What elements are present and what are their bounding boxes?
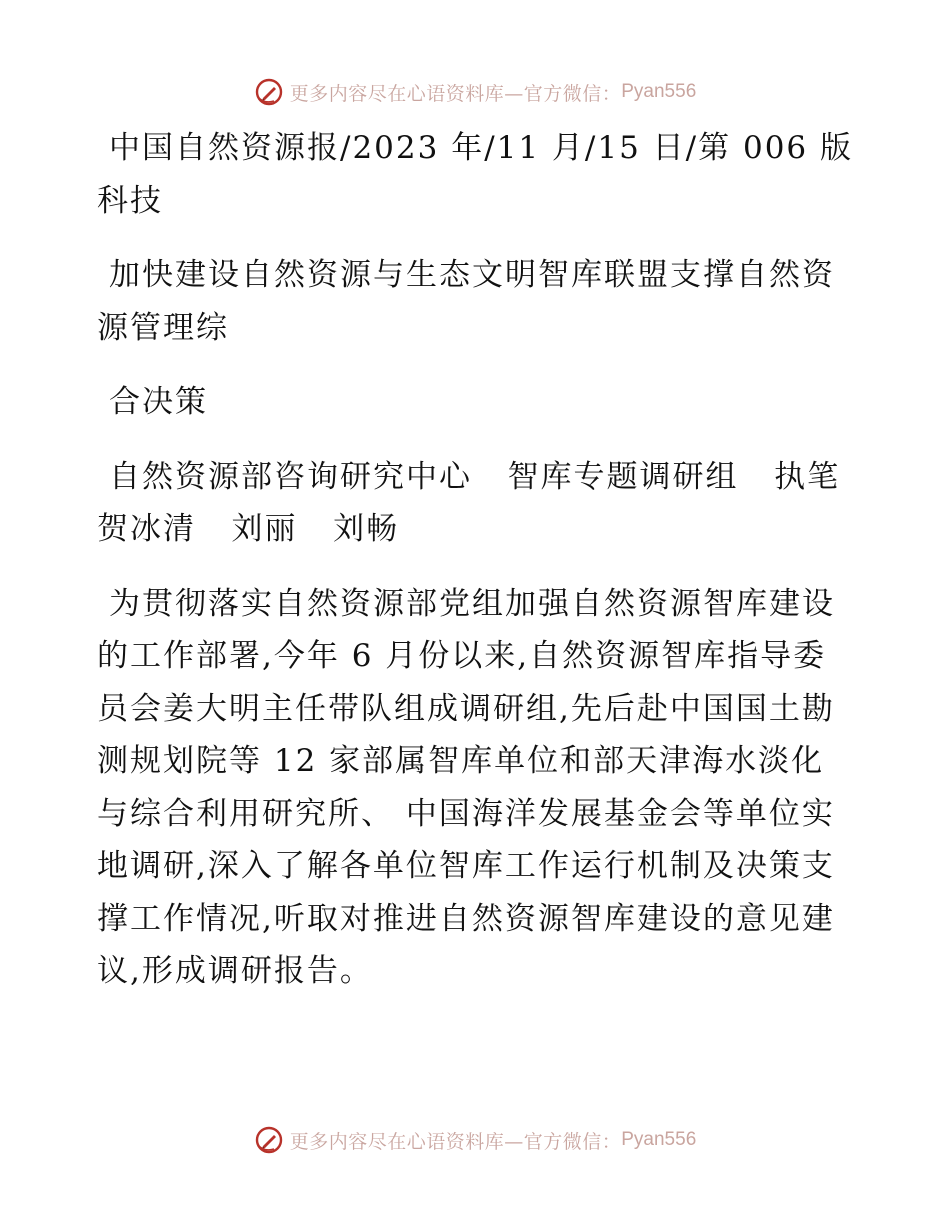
banner-text: 更多内容尽在心语资料库—官方微信：	[289, 82, 622, 105]
footer-watermark-banner	[0, 1120, 950, 1160]
source-line: 中国自然资源报/2023 年/11 月/15 日/第 006 版科技	[97, 130, 854, 219]
banner-text: 更多内容尽在心语资料库—官方微信：	[289, 1130, 622, 1153]
header-watermark-banner	[0, 72, 950, 112]
article-title-line-1: 加快建设自然资源与生态文明智库联盟支撑自然资源管理综	[97, 257, 835, 346]
pen-logo-icon	[254, 77, 284, 107]
byline: 自然资源部咨询研究中心 智库专题调研组 执笔 贺冰清 刘丽 刘畅	[97, 458, 876, 547]
banner-wechat-id: Pyan556	[621, 81, 697, 102]
article-content	[97, 122, 876, 998]
banner-wechat-id: Pyan556	[621, 1129, 697, 1150]
body-paragraph: 为贯彻落实自然资源部党组加强自然资源智库建设的工作部署,今年 6 月份以来,自然资源智库指导委员会姜大明主任带队组成调研组,先后赴中国国土勘测规划院等 12 家部属智库单位和部天津海水淡化与综合利用研究所、 中国海洋发展基金会等单位实地调研,深入了解各单位智库工作运行机制及决策支撑工作情况,听取对推进自然资源智库建设的意见建议,形成调研报告。	[97, 585, 835, 989]
article-title-line-2: 合决策	[109, 384, 208, 420]
pen-logo-icon	[254, 1125, 284, 1155]
